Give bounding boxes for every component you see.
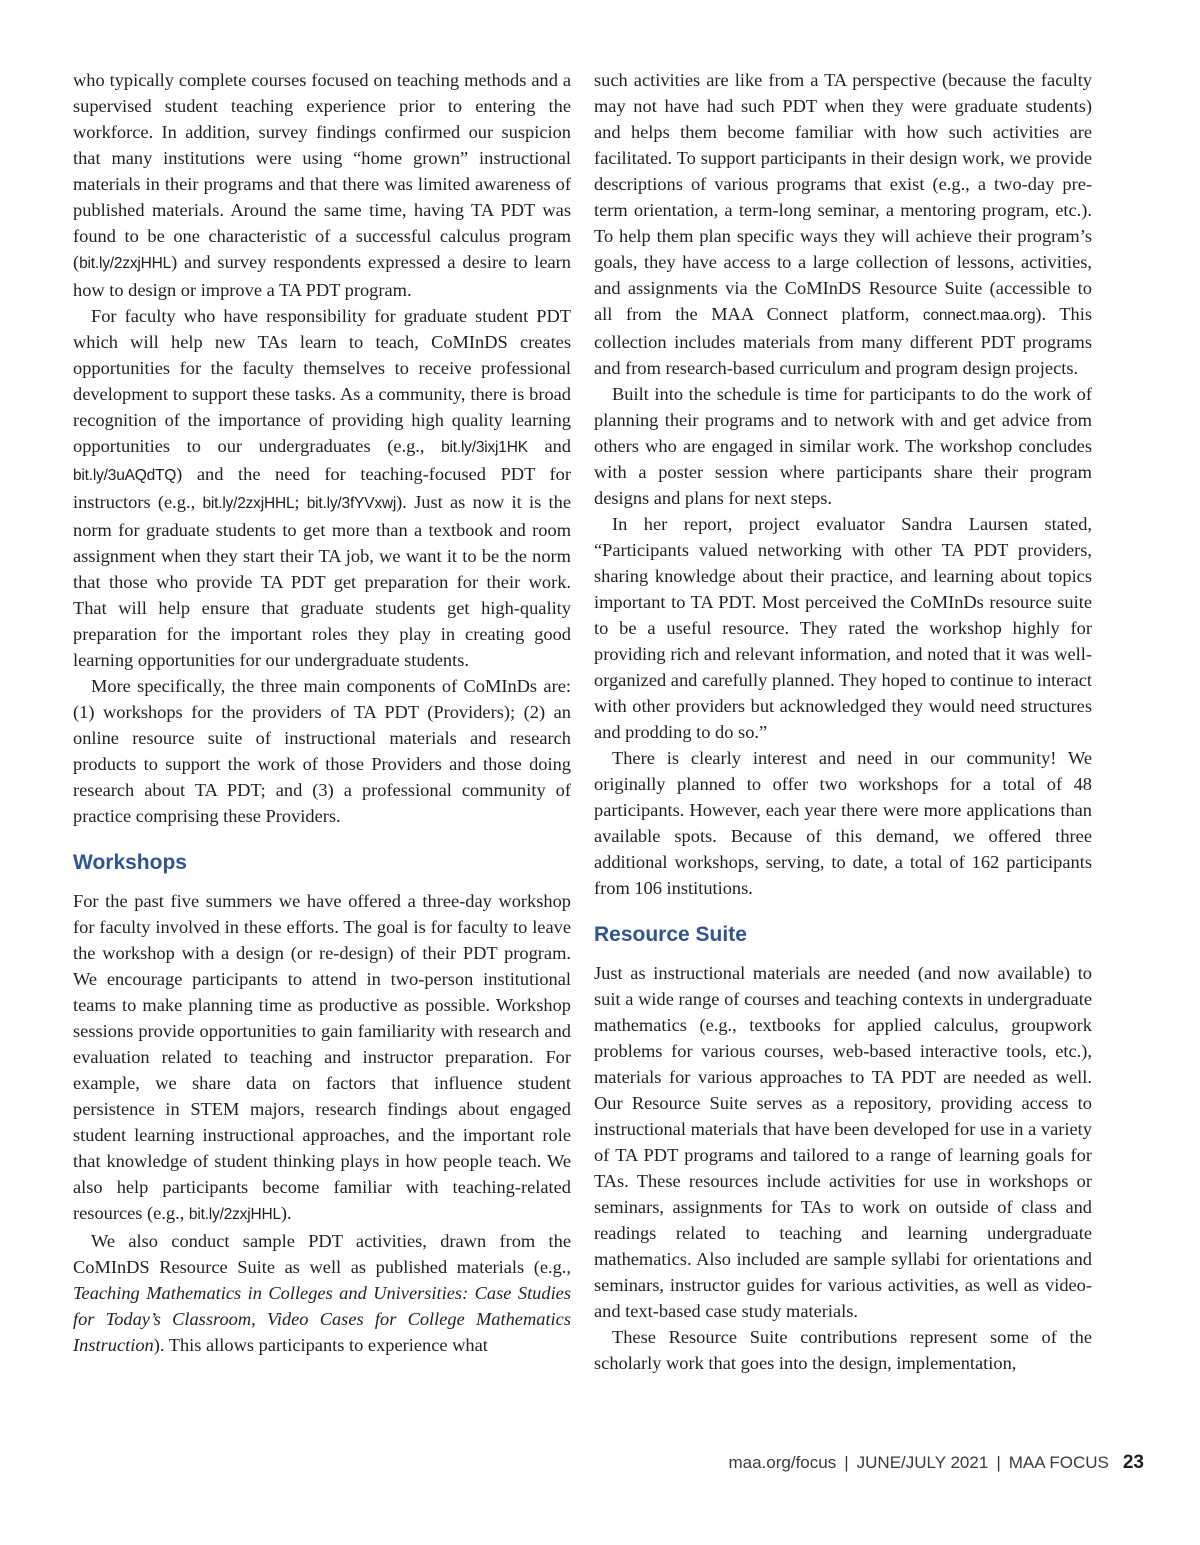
link-url[interactable]: bit.ly/2zxjHHL xyxy=(188,1206,281,1223)
section-heading-workshops: Workshops xyxy=(73,851,187,874)
paragraph: For the past five summers we have offered a three-day workshop for faculty involved in these efforts. The goal is for faculty to leave the workshop with a design (or re-design) of their PDT program. We encourage participants to attend in two-person institutional teams to make planning time as productive as possible. Workshop sessions provide opportunities to gain familiarity with research and evaluation related to teaching and instructor preparation. For example, we share data on factors that influence student persistence in STEM majors, research findings about engaged student learning instructional approaches, and the important role that knowledge of student thinking plays in how people teach. We also help participants become familiar with teaching-related resources (e.g., bit.ly/2zxjHHL). xyxy=(73,891,571,1223)
page-footer xyxy=(728,1452,1144,1474)
link-url[interactable]: bit.ly/3uAQdTQ xyxy=(73,467,177,484)
link-url[interactable]: connect.maa.org xyxy=(922,307,1036,324)
footer-site[interactable]: maa.org/focus xyxy=(728,1453,837,1472)
paragraph: such activities are like from a TA perspective (because the faculty may not have had such PDT when they were graduate students) and helps them become familiar with how such activities are facilitated. To support participants in their design work, we provide descriptions of various programs that exist (e.g., a two-day pre-term orientation, a term-long seminar, a mentoring program, etc.). To help them plan specific ways they will achieve their program’s goals, they have access to a large collection of lessons, activities, and assignments via the CoMInDS Resource Suite (accessible to all from the MAA Connect platform, connect.maa.org). This collection includes materials from many different PDT programs and from research-based curriculum and program design projects. xyxy=(594,70,1092,378)
footer-issue: JUNE/JULY 2021 xyxy=(856,1453,989,1472)
paragraph: For faculty who have responsibility for graduate student PDT which will help new TAs learn to teach, CoMInDS creates opportunities for the faculty themselves to receive professional development to support these tasks. As a community, there is broad recognition of the importance of providing high quality learning opportunities to our undergraduates (e.g., bit.ly/3ixj1HK and bit.ly/3uAQdTQ) and the need for teaching-focused PDT for instructors (e.g., bit.ly/2zxjHHL; bit.ly/3fYVxwj). Just as now it is the norm for graduate students to get more than a textbook and room assignment when they start their TA job, we want it to be the norm that those who provide TA PDT get preparation for their work. That will help ensure that graduate students get high-quality preparation for the important roles they play in creating good learning opportunities for our undergraduate students. xyxy=(73,306,571,670)
footer-separator: | xyxy=(996,1453,1001,1472)
book-title: Video Cases for College Mathematics Instruction xyxy=(73,1309,571,1355)
link-url[interactable]: bit.ly/2zxjHHL xyxy=(79,255,172,272)
section-heading-resource-suite: Resource Suite xyxy=(594,923,747,946)
link-url[interactable]: bit.ly/2zxjHHL xyxy=(202,495,295,512)
book-title: Teaching Mathematics in Colleges and Universities: Case Studies for Today’s Classroom xyxy=(73,1283,571,1329)
paragraph: We also conduct sample PDT activities, drawn from the CoMInDS Resource Suite as well as published materials (e.g., Teaching Mathematics in Colleges and Universities: Case Studies for Today’s Classroom, Video Cases for College Mathematics Instruction). This allows participants to experience what xyxy=(73,1231,571,1355)
right-column xyxy=(594,67,1092,1376)
paragraph: Just as instructional materials are needed (and now available) to suit a wide range of courses and teaching contexts in undergraduate mathematics (e.g., textbooks for applied calculus, groupwork problems for various courses, web-based interactive tools, etc.), materials for various approaches to TA PDT are needed as well. Our Resource Suite serves as a repository, providing access to instructional materials that have been developed for use in a variety of TA PDT programs and tailored to a range of learning goals for TAs. These resources include activities for use in workshops or seminars, assignments for TAs to work on outside of class and readings related to teaching and learning undergraduate mathematics. Also included are sample syllabi for orientations and seminars, instructor guides for various activities, as well as video- and text-based case study materials. xyxy=(594,963,1092,1321)
paragraph: These Resource Suite contributions represent some of the scholarly work that goes into the design, implementation, xyxy=(594,1327,1092,1373)
link-url[interactable]: bit.ly/3fYVxwj xyxy=(306,495,397,512)
paragraph: In her report, project evaluator Sandra Laursen stated, “Participants valued networking with other TA PDT providers, sharing knowledge about their practice, and learning about topics important to TA PDT. Most perceived the CoMInDs resource suite to be a useful resource. They rated the workshop highly for providing rich and relevant information, and noted that it was well-organized and carefully planned. They hoped to continue to interact with other providers but acknowledged they would need structures and prodding to do so.” xyxy=(594,514,1092,742)
paragraph: More specifically, the three main components of CoMInDs are: (1) workshops for the providers of TA PDT (Providers); (2) an online resource suite of instructional materials and research products to support the work of those Providers and those doing research about TA PDT; and (3) a professional community of practice comprising these Providers. xyxy=(73,676,571,826)
footer-publication: MAA FOCUS xyxy=(1008,1453,1109,1472)
paragraph: There is clearly interest and need in our community! We originally planned to offer two workshops for a total of 48 participants. However, each year there were more applications than available spots. Because of this demand, we offered three additional workshops, serving, to date, a total of 162 participants from 106 institutions. xyxy=(594,748,1092,898)
paragraph: Built into the schedule is time for participants to do the work of planning their programs and to network with and get advice from others who are engaged in similar work. The workshop concludes with a poster session where participants share their program designs and plans for next steps. xyxy=(594,384,1092,508)
left-column xyxy=(73,67,571,1358)
footer-separator: | xyxy=(844,1453,849,1472)
page-number: 23 xyxy=(1122,1452,1144,1473)
paragraph: who typically complete courses focused on teaching methods and a supervised student teaching experience prior to entering the workforce. In addition, survey findings confirmed our suspicion that many institutions were using “home grown” instructional materials in their programs and that there was limited awareness of published materials. Around the same time, having TA PDT was found to be one characteristic of a successful calculus program (bit.ly/2zxjHHL) and survey respondents expressed a desire to learn how to design or improve a TA PDT program. xyxy=(73,70,571,300)
link-url[interactable]: bit.ly/3ixj1HK xyxy=(441,439,528,456)
